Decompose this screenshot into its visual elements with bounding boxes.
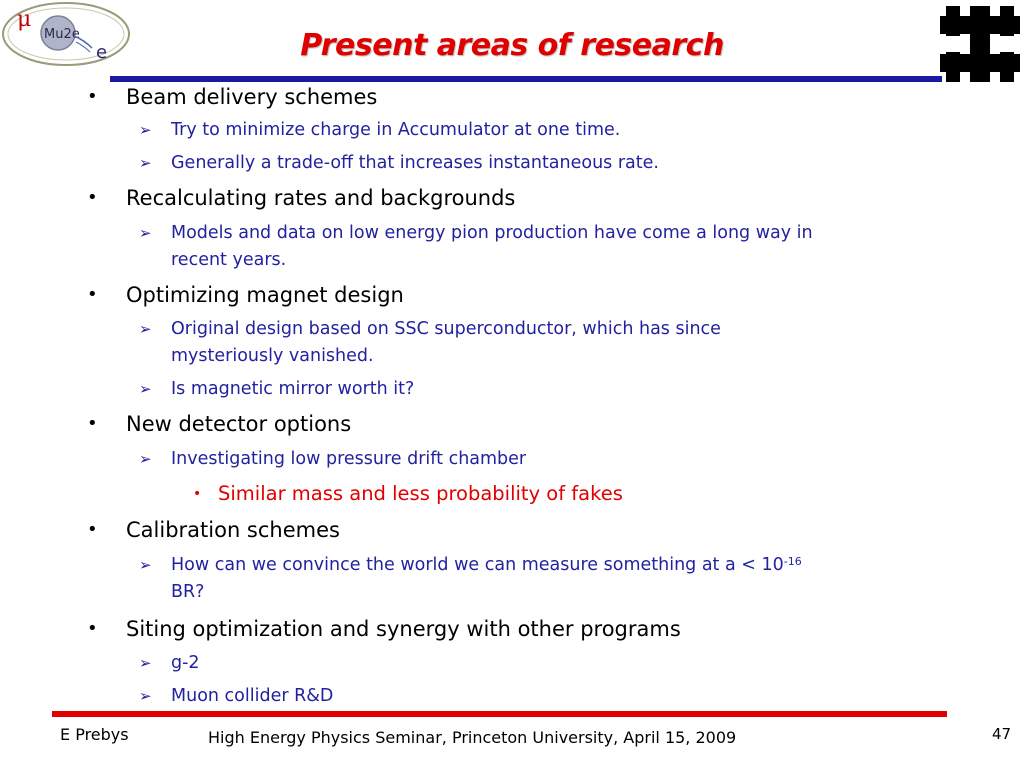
bullet-calibration-schemes: Calibration schemes — [126, 518, 340, 542]
sub-bullet-item-continuation: mysteriously vanished. — [171, 346, 374, 366]
footer-venue: High Energy Physics Seminar, Princeton University, April 15, 2009 — [208, 728, 737, 747]
sub-bullet-arrow-icon: ➢ — [139, 380, 152, 398]
mu-symbol: μ — [17, 7, 32, 32]
bullet-detector-options: New detector options — [126, 412, 352, 436]
sub-bullet-arrow-icon: ➢ — [139, 687, 152, 705]
sub-bullet-item: Investigating low pressure drift chamber — [171, 449, 527, 469]
bullet-symbol: • — [87, 618, 98, 639]
page-number: 47 — [992, 725, 1012, 743]
sub-bullet-item: g-2 — [171, 653, 200, 673]
exponent: -16 — [783, 555, 802, 568]
sub-bullet-item: Muon collider R&D — [171, 686, 334, 706]
bullet-magnet-design: Optimizing magnet design — [126, 283, 404, 307]
bullet-siting-optimization: Siting optimization and synergy with other programs — [126, 617, 681, 641]
bullet-beam-delivery: Beam delivery schemes — [126, 85, 378, 109]
slide-title: Present areas of research — [300, 28, 724, 63]
bullet-symbol: • — [87, 187, 98, 208]
bullet-rates-backgrounds: Recalculating rates and backgrounds — [126, 186, 516, 210]
sub-bullet-item-continuation: BR? — [171, 582, 205, 602]
footer-divider — [52, 711, 947, 717]
sub-bullet-item: Is magnetic mirror worth it? — [171, 379, 415, 399]
sub-sub-bullet-item: Similar mass and less probability of fakes — [218, 482, 623, 505]
bullet-symbol: • — [87, 519, 98, 540]
sub-bullet-item: Generally a trade-off that increases instantaneous rate. — [171, 153, 659, 173]
sub-bullet-arrow-icon: ➢ — [139, 154, 152, 172]
sub-bullet-arrow-icon: ➢ — [139, 224, 152, 242]
bullet-symbol: • — [87, 413, 98, 434]
sub-bullet-arrow-icon: ➢ — [139, 121, 152, 139]
sub-bullet-arrow-icon: ➢ — [139, 556, 152, 574]
sub-bullet-arrow-icon: ➢ — [139, 320, 152, 338]
sub-bullet-item: Original design based on SSC superconductor, which has since — [171, 319, 721, 339]
footer-author: E Prebys — [60, 725, 129, 744]
sub-bullet-arrow-icon: ➢ — [139, 450, 152, 468]
sub-bullet-item: Try to minimize charge in Accumulator at one time. — [171, 120, 621, 140]
mu2e-text: Mu2e — [44, 27, 80, 42]
sub-sub-bullet-symbol: • — [193, 486, 202, 502]
sub-bullet-arrow-icon: ➢ — [139, 654, 152, 672]
bullet-symbol: • — [87, 86, 98, 107]
e-symbol: e — [96, 42, 108, 63]
sub-bullet-text: How can we convince the world we can measure something at a < 10 — [171, 555, 784, 575]
bullet-symbol: • — [87, 284, 98, 305]
sub-bullet-item — [171, 553, 802, 577]
sub-bullet-item: Models and data on low energy pion production have come a long way in — [171, 223, 813, 243]
sub-bullet-item-continuation: recent years. — [171, 250, 287, 270]
